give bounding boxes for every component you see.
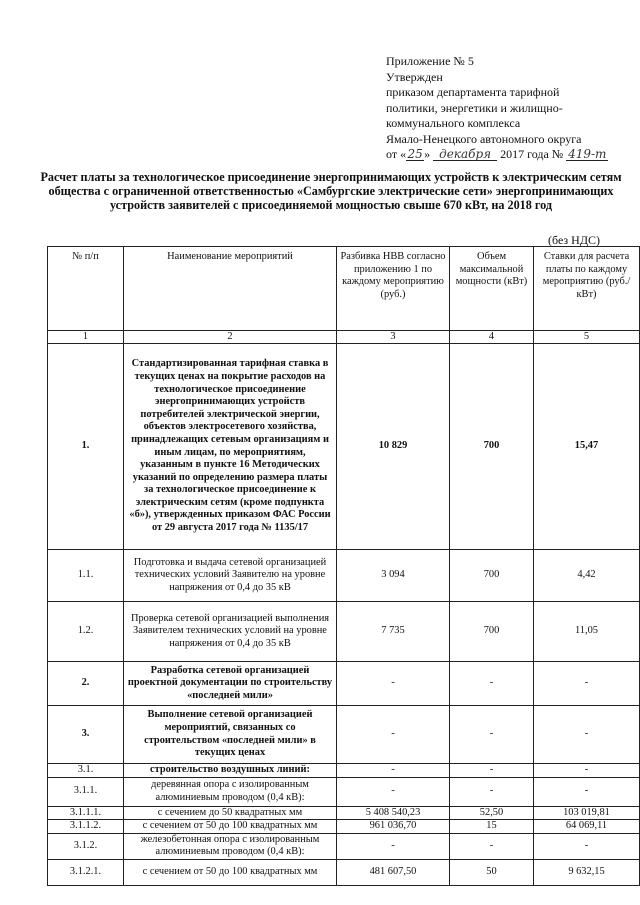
approval-line: коммунального комплекса xyxy=(386,116,521,130)
vat-note: (без НДС) xyxy=(548,233,601,247)
row-name: строительство воздушных линий: xyxy=(124,764,337,778)
date-suffix: 2017 года № xyxy=(500,147,564,161)
row-number: 3.1.1.1. xyxy=(48,806,124,820)
date-prefix: от « xyxy=(386,147,407,161)
row-rate: - xyxy=(534,764,640,778)
table-row xyxy=(48,833,640,859)
row-name: Разработка сетевой организацией проектной документации по строительству «последней мили» xyxy=(124,662,337,706)
row-rate: 11,05 xyxy=(534,602,640,662)
row-number: 3.1.1.2. xyxy=(48,820,124,834)
row-power: 700 xyxy=(450,602,534,662)
document-title: Расчет платы за технологическое присоединение энергопринимающих устройств к электрическим сетям общества с ограниченной ответственностью «Самбургские электрические сети» энергопринимающих устройств заявителей с присоединяемой мощностью свыше 670 кВт, на 2018 год xyxy=(40,170,622,213)
column-number: 4 xyxy=(450,331,534,344)
row-power: - xyxy=(450,706,534,764)
row-name: Проверка сетевой организацией выполнения Заявителем технических условий на уровне напряжения от 0,4 до 35 кВ xyxy=(124,602,337,662)
date-day: 25 xyxy=(407,147,423,161)
approval-line: Ямало-Ненецкого автономного округа xyxy=(386,131,582,146)
row-nvv: - xyxy=(337,662,450,706)
row-rate: 64 069,11 xyxy=(534,820,640,834)
header-cell: Наименование мероприятий xyxy=(124,247,337,331)
row-nvv: - xyxy=(337,764,450,778)
row-rate: 9 632,15 xyxy=(534,859,640,885)
header-cell: Разбивка НВВ согласно приложению 1 по каждому мероприятию (руб.) xyxy=(337,247,450,331)
table-row xyxy=(48,777,640,806)
column-number: 5 xyxy=(534,331,640,344)
row-power: 50 xyxy=(450,859,534,885)
row-number: 3.1.1. xyxy=(48,777,124,806)
row-power: - xyxy=(450,833,534,859)
table-row xyxy=(48,344,640,550)
row-number: 1.1. xyxy=(48,550,124,602)
row-name: Стандартизированная тарифная ставка в текущих ценах на покрытие расходов на технологическое присоединение энергопринимающих устройств потребителей электрической энергии, объектов электросетевого хозяйства, принадлежащих сетевым организациям и иным лицам, по мероприятиям, указанным в пункте 16 Методических указаний по определению размера платы за технологическое присоединение к электрическим сетям (кроме подпункта «б»), утвержденных приказом ФАС России от 29 августа 2017 года № 1135/17 xyxy=(124,344,337,550)
row-power: 52,50 xyxy=(450,806,534,820)
row-rate: - xyxy=(534,662,640,706)
row-number: 3.1.2.1. xyxy=(48,859,124,885)
table-row xyxy=(48,706,640,764)
approval-date-line xyxy=(386,147,636,163)
row-number: 2. xyxy=(48,662,124,706)
row-power: - xyxy=(450,662,534,706)
approval-line: Приложение № 5 xyxy=(386,54,474,68)
table-header-row xyxy=(48,247,640,331)
row-nvv: 10 829 xyxy=(337,344,450,550)
order-number: 419-т xyxy=(568,147,607,161)
row-rate: - xyxy=(534,833,640,859)
table-row xyxy=(48,550,640,602)
row-number: 1.2. xyxy=(48,602,124,662)
row-name: Выполнение сетевой организацией мероприятий, связанных со строительством «последней мили» в текущих ценах xyxy=(124,706,337,764)
header-cell: Объем максимальной мощности (кВт) xyxy=(450,247,534,331)
row-nvv: - xyxy=(337,833,450,859)
row-nvv: 961 036,70 xyxy=(337,820,450,834)
row-rate: - xyxy=(534,706,640,764)
column-number: 2 xyxy=(124,331,337,344)
row-rate: 15,47 xyxy=(534,344,640,550)
row-rate: - xyxy=(534,777,640,806)
approval-line: Утвержден xyxy=(386,69,443,84)
date-mid: » xyxy=(424,147,431,161)
row-name: с сечением от 50 до 100 квадратных мм xyxy=(124,859,337,885)
approval-line: приказом департамента тарифной xyxy=(386,85,560,99)
table-row xyxy=(48,820,640,834)
table-row xyxy=(48,806,640,820)
row-rate: 4,42 xyxy=(534,550,640,602)
row-number: 3.1.2. xyxy=(48,833,124,859)
row-name: железобетонная опора с изолированным алюминиевым проводом (0,4 кВ): xyxy=(124,833,337,859)
row-nvv: 7 735 xyxy=(337,602,450,662)
column-number-row xyxy=(48,331,640,344)
header-cell: Ставки для расчета платы по каждому мероприятию (руб./кВт) xyxy=(534,247,640,331)
row-number: 1. xyxy=(48,344,124,550)
header-cell: № п/п xyxy=(48,247,124,331)
row-power: - xyxy=(450,777,534,806)
date-month: декабря xyxy=(433,148,497,161)
calculation-table xyxy=(47,246,640,886)
row-power: - xyxy=(450,764,534,778)
table-row xyxy=(48,662,640,706)
row-power: 700 xyxy=(450,344,534,550)
row-name: с сечением до 50 квадратных мм xyxy=(124,806,337,820)
column-number: 3 xyxy=(337,331,450,344)
row-nvv: - xyxy=(337,706,450,764)
row-name: Подготовка и выдача сетевой организацией технических условий Заявителю на уровне напряжения от 0,4 до 35 кВ xyxy=(124,550,337,602)
row-rate: 103 019,81 xyxy=(534,806,640,820)
row-power: 700 xyxy=(450,550,534,602)
row-number: 3.1. xyxy=(48,764,124,778)
column-number: 1 xyxy=(48,331,124,344)
row-nvv: - xyxy=(337,777,450,806)
row-nvv: 5 408 540,23 xyxy=(337,806,450,820)
row-name: с сечением от 50 до 100 квадратных мм xyxy=(124,820,337,834)
approval-block xyxy=(386,54,636,163)
table-row xyxy=(48,602,640,662)
table-row xyxy=(48,764,640,778)
row-number: 3. xyxy=(48,706,124,764)
approval-line: политики, энергетики и жилищно- xyxy=(386,100,563,115)
row-nvv: 3 094 xyxy=(337,550,450,602)
row-name: деревянная опора с изолированным алюминиевым проводом (0,4 кВ): xyxy=(124,777,337,806)
row-power: 15 xyxy=(450,820,534,834)
table-row xyxy=(48,859,640,885)
row-nvv: 481 607,50 xyxy=(337,859,450,885)
